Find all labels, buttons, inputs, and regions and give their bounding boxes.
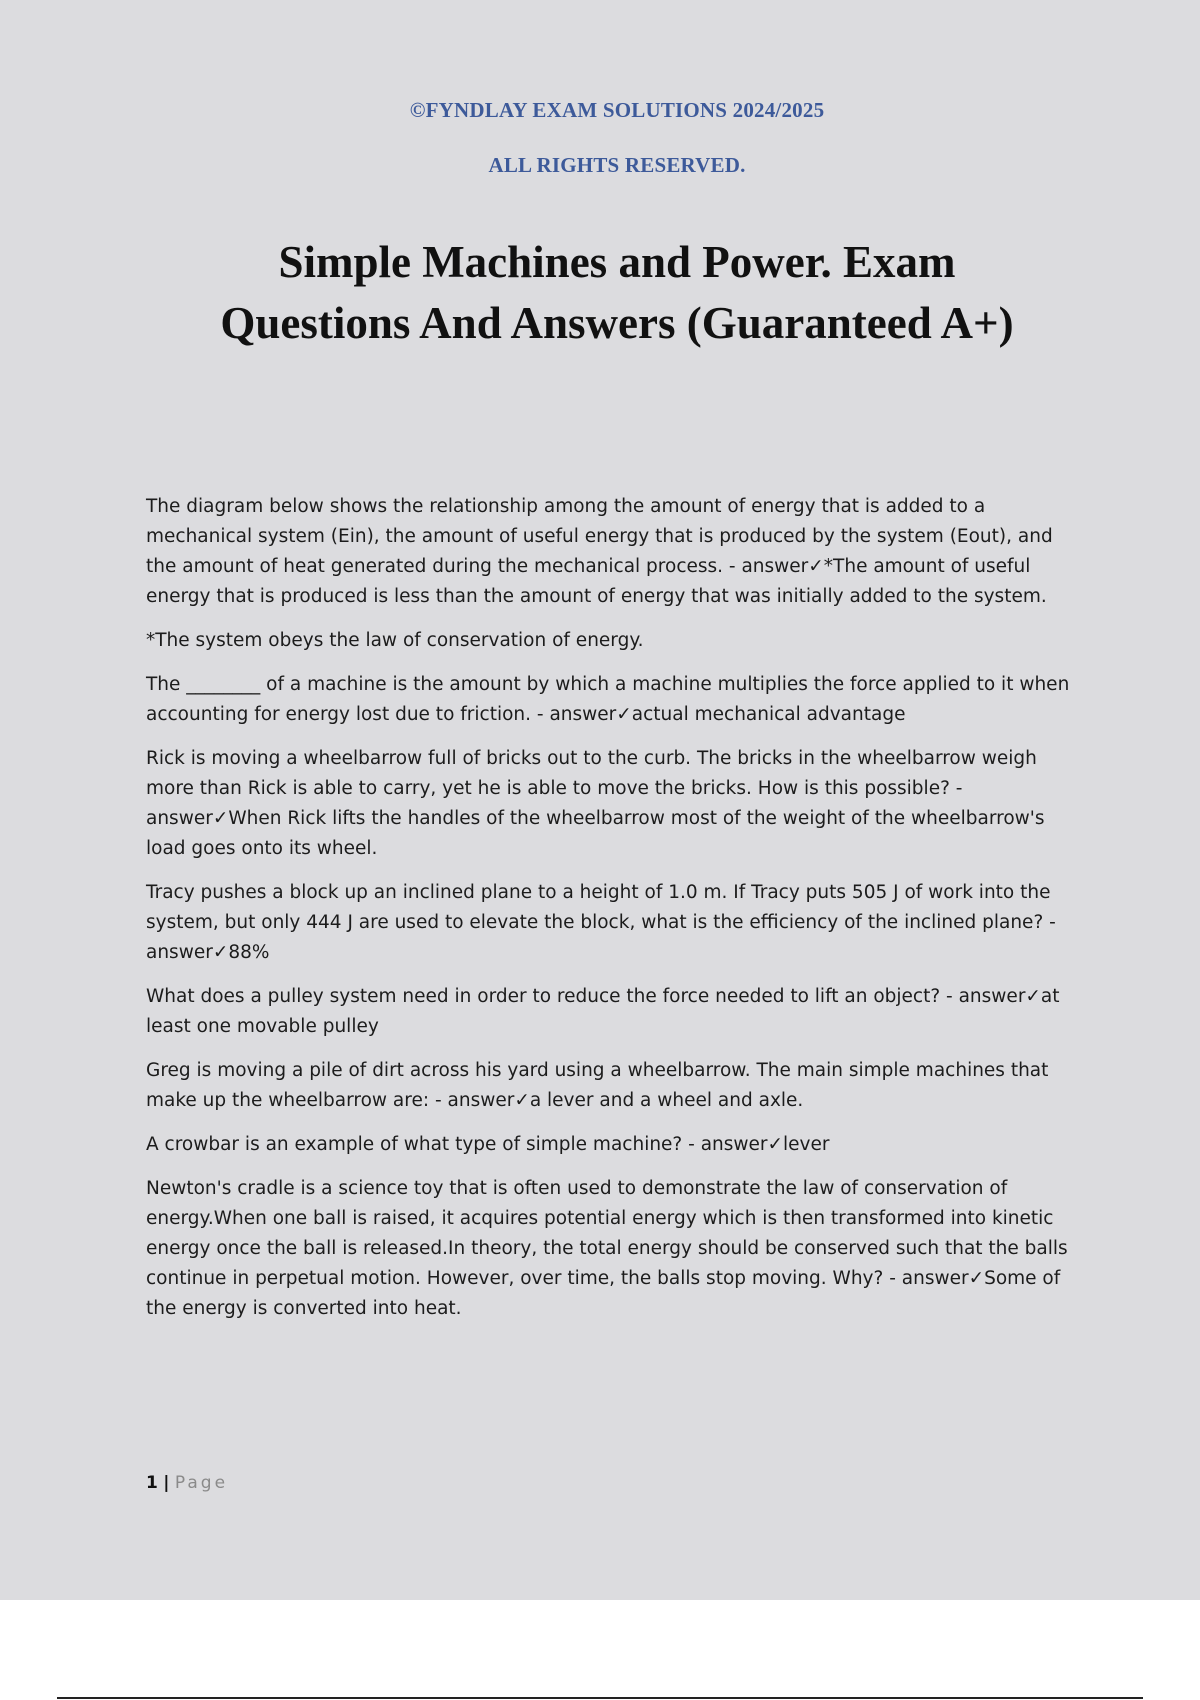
qa-entry: A crowbar is an example of what type of simple machine? - answer✓lever: [146, 1134, 830, 1155]
qa-entry: Rick is moving a wheelbarrow full of bricks out to the curb. The bricks in the wheelbarrow weigh more than Rick is able to carry, yet he is able to move the bricks. How is this possible? - answer✓When Rick lifts the handles of the wheelbarrow most of the weight of the wheelbarrow's load goes onto its wheel.: [146, 748, 1051, 859]
page-label: Page: [174, 1473, 229, 1493]
document-title: [0, 232, 1200, 354]
qa-entry: Greg is moving a pile of dirt across his yard using a wheelbarrow. The main simple machines that make up the wheelbarrow are: - answer✓a lever and a wheel and axle.: [146, 1060, 1055, 1111]
qa-entry: Tracy pushes a block up an inclined plane to a height of 1.0 m. If Tracy puts 505 J of work into the system, but only 444 J are used to elevate the block, what is the efficiency of the inclined plane? - answer✓88%: [146, 882, 1062, 963]
qa-entry: *The system obeys the law of conservation of energy.: [146, 630, 644, 651]
rights-reserved-header: ALL RIGHTS RESERVED.: [488, 153, 746, 177]
qa-entry: What does a pulley system need in order to reduce the force needed to lift an object? - answer✓at least one movable pulley: [146, 986, 1066, 1037]
page-number: 1: [146, 1473, 158, 1493]
next-page-top-rule: [57, 1697, 1143, 1699]
qa-entry: Newton's cradle is a science toy that is often used to demonstrate the law of conservation of energy.When one ball is raised, it acquires potential energy which is then transformed into kinetic energy once the ball is released.In theory, the total energy should be conserved such that the balls continue in perpetual motion. However, over time, the balls stop moving. Why? - answer✓Some of the energy is converted into heat.: [146, 1178, 1074, 1319]
title-line-1: Simple Machines and Power. Exam: [278, 237, 956, 287]
qa-entry: The ________ of a machine is the amount by which a machine multiplies the force applied to it when accounting for energy lost due to friction. - answer✓actual mechanical advantage: [146, 674, 1076, 725]
footer-separator: |: [163, 1473, 170, 1493]
copyright-header: ©FYNDLAY EXAM SOLUTIONS 2024/2025: [409, 98, 825, 122]
qa-entry: The diagram below shows the relationship among the amount of energy that is added to a mechanical system (Ein), the amount of useful energy that is produced by the system (Eout), and the amount of heat generated during the mechanical process. - answer✓*The amount of useful energy that is produced is less than the amount of energy that was initially added to the system.: [146, 496, 1059, 607]
title-line-2: Questions And Answers (Guaranteed A+): [220, 298, 1014, 348]
page-footer: [146, 1473, 228, 1493]
qa-content: [146, 492, 1081, 1338]
